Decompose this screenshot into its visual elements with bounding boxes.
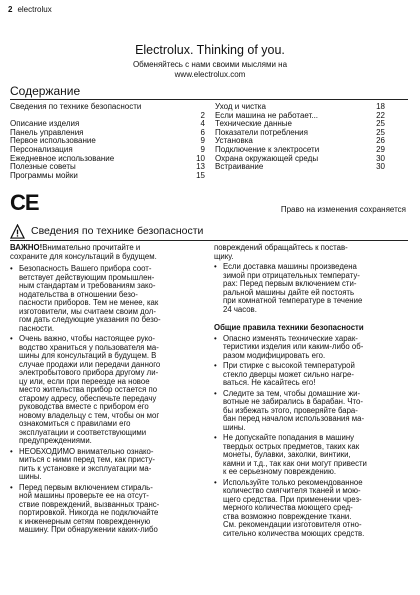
toc-entry-page: 29 (376, 144, 385, 154)
toc-entry-label: Если машина не работает... (215, 110, 319, 120)
bullet-item (10, 335, 200, 446)
text-line: рах: Перед первым включением сти- (223, 279, 357, 288)
toc-entry-page: 22 (376, 110, 385, 120)
text-line: ральной машины дайте ей постоять (223, 287, 355, 297)
text-line: к ее серьезному повреждению. (223, 467, 337, 476)
text-line: ваться. Не касайтесь его! (223, 378, 316, 387)
intro-line: сохраните для консультаций в будущем. (10, 251, 157, 261)
text-line: цу или, если при переезде на новое (19, 376, 150, 386)
text-line: ветствует действующим промышлен- (19, 272, 155, 282)
general-safety-list (214, 335, 412, 539)
toc-entry-label: Ежедневное использование (10, 153, 115, 163)
text-line: вотные не забирались в барабан. Что- (223, 397, 363, 406)
text-line: Если доставка машины произведена (223, 262, 357, 271)
page-header (8, 5, 52, 14)
toc-entry-page: 15 (196, 170, 205, 180)
toc-entry-label: Полезные советы (10, 162, 76, 172)
toc-entry-label: Панель управления (10, 127, 84, 137)
continued-paragraph (214, 244, 412, 261)
subtitle-line-2: www.electrolux.com (174, 70, 246, 79)
toc-entry-page: 30 (376, 162, 385, 172)
text-line: камни и т.д., так как они могут привести (223, 458, 367, 468)
section-title: Сведения по технике безопасности (31, 225, 204, 237)
text-line: 24 часов. (223, 304, 257, 314)
toc-left-column (10, 103, 205, 180)
toc-entry-page: 13 (196, 162, 205, 172)
toc-entry-page: 30 (376, 153, 385, 163)
bullet-item (10, 484, 200, 535)
text-line: щего средства. При применении чрез- (223, 494, 362, 504)
transport-list (214, 263, 412, 314)
toc-right-column (215, 103, 385, 172)
text-line: разом модифицировать его. (223, 350, 326, 360)
toc-entry-page: 25 (376, 127, 385, 137)
text-line: См. рекомендации изготовителя отно- (223, 520, 362, 529)
page-number: 2 (8, 5, 13, 14)
text-line: Следите за тем, чтобы домашние жи- (223, 388, 361, 398)
text-line: Опасно изменять технические харак- (223, 333, 358, 343)
text-line: бы избежать этого, проверяйте бара- (223, 405, 358, 415)
section-divider (10, 240, 408, 241)
text-line: количество смягчителя тканей и мою- (223, 486, 361, 495)
text-line: место жительства прибор остается по (19, 385, 158, 394)
text-line: Очень важно, чтобы настоящее руко- (19, 334, 156, 343)
text-line: при комнатной температуре в течение (223, 296, 363, 305)
text-line: изготовители, мы считаем своим дол- (19, 306, 156, 316)
text-line: повреждений обращайтесь к постав- (214, 243, 348, 252)
general-safety-heading: Общие правила техники безопасности (214, 323, 364, 332)
text-line: шины. (19, 472, 42, 481)
text-line: ства возможно повреждение ткани. (223, 511, 352, 521)
text-line: При стирке с высокой температурой (223, 361, 355, 370)
bullet-item (214, 479, 412, 539)
text-line: Используйте только рекомендованное (223, 477, 363, 487)
toc-entry-page: 9 (200, 136, 205, 146)
toc-entry-label: Встраивание (215, 162, 264, 172)
toc-entry-page: 25 (376, 119, 385, 129)
toc-divider (10, 99, 408, 100)
safety-list (10, 265, 200, 535)
bullet-item (214, 263, 412, 314)
text-line: мерного количества моющего сред- (223, 503, 353, 512)
text-line: руководства вместе с прибором его (19, 402, 149, 411)
text-line: стекло дверцы может сильно нагре- (223, 369, 354, 379)
text-line: ным стандартам и требованиям зако- (19, 281, 156, 290)
brand-name: electrolux (17, 5, 52, 14)
text-line: НЕОБХОДИМО внимательно ознако- (19, 446, 154, 456)
toc-entry-label: Подключение к электросети (215, 144, 320, 154)
warning-icon (10, 224, 25, 239)
text-line: шины для консультаций в будущем. В (19, 351, 157, 360)
text-line: бан перед началом использования ма- (223, 414, 365, 423)
text-line: сительно количества моющих средств. (223, 528, 365, 538)
toc-entry-page: 4 (200, 119, 205, 129)
text-line: ной машины проверьте ее на отсут- (19, 491, 149, 500)
text-line: нодательства в отношении безо- (19, 289, 138, 299)
toc-entry-label: Персонализация (10, 144, 73, 154)
text-line: пасности приборов. Тем не менее, как (19, 298, 159, 307)
bullet-item (214, 390, 412, 433)
bullet-item (214, 434, 412, 477)
toc-entry-page: 2 (200, 110, 205, 120)
text-line: старому адресу, обеспечьте передачу (19, 393, 157, 403)
text-line: предупреждениями. (19, 436, 92, 445)
column-left (10, 244, 200, 535)
toc-heading: Содержание (10, 84, 81, 98)
bullet-item (214, 362, 412, 388)
toc-entry-label: Технические данные (215, 119, 293, 129)
bullet-item (10, 448, 200, 482)
text-line: ствие повреждений, вызванных транс- (19, 499, 160, 509)
toc-entry-label: Уход и чистка (215, 102, 266, 111)
text-line: случае продажи или передачи данного (19, 359, 161, 369)
toc-entry[interactable] (10, 172, 205, 181)
toc-entry-label: Установка (215, 136, 253, 146)
text-line: щику. (214, 251, 234, 261)
toc-entry-label: Показатели потребления (215, 127, 308, 137)
text-line: Перед первым включением стираль- (19, 482, 153, 492)
toc-entry-page: 9 (200, 144, 205, 154)
bullet-item (214, 335, 412, 361)
text-line: электробытового прибора другому ли- (19, 368, 159, 377)
text-line: Не допускайте попадания в машину (223, 433, 355, 442)
toc-entry-page: 18 (376, 102, 385, 111)
text-line: монеты, булавки, заколки, винтики, (223, 450, 351, 459)
text-line: твердых острых предметов, таких как (223, 441, 360, 451)
text-line: теристики изделия или каким-либо об- (223, 342, 364, 351)
text-line: эксплуатации и соответствующими (19, 427, 147, 437)
toc-entry-page: 10 (196, 153, 205, 163)
column-right (214, 244, 412, 538)
toc-entry-label: Описание изделия (10, 119, 80, 129)
bullet-item (10, 265, 200, 333)
text-line: портировкой. Никогда не подключайте (19, 508, 159, 517)
intro-paragraph (10, 244, 200, 261)
rights-note: Право на изменения сохраняется (280, 205, 406, 214)
text-line: водство храниться у пользователя ма- (19, 342, 159, 352)
page-title: Electrolux. Thinking of you. (135, 43, 285, 57)
text-line: ознакомиться с правилами его (19, 419, 131, 428)
toc-entry-label: Программы мойки (10, 170, 78, 180)
text-line: гом дать следующие указания по безо- (19, 315, 161, 324)
intro-line: Внимательно прочитайте и (42, 243, 141, 252)
toc-entry-label: Первое использование (10, 136, 96, 146)
text-line: шины. (223, 422, 246, 432)
important-label: ВАЖНО! (10, 243, 43, 252)
toc-entry[interactable] (215, 163, 385, 172)
text-line: к инженерным сетям поврежденную (19, 516, 151, 526)
ce-mark: CE (10, 190, 39, 215)
text-line: зимой при отрицательных температу- (223, 270, 360, 280)
toc-entry-label: Сведения по технике безопасности (10, 102, 142, 111)
toc-entry-label: Охрана окружающей среды (215, 153, 319, 163)
text-line: миться с ними перед тем, как присту- (19, 455, 155, 464)
text-line: пить к установке и эксплуатации ма- (19, 463, 152, 473)
toc-entry[interactable] (10, 103, 205, 112)
toc-entry-page: 26 (376, 136, 385, 146)
toc-entry-page: 6 (200, 127, 205, 137)
text-line: машину. При обнаружении каких-либо (19, 525, 158, 534)
text-line: новому владельцу с тем, чтобы он мог (19, 410, 160, 420)
subtitle-line-1: Обменяйтесь с нами своими мыслями на (132, 60, 288, 69)
text-line: Безопасность Вашего прибора соот- (19, 264, 152, 273)
text-line: пасности. (19, 323, 55, 333)
